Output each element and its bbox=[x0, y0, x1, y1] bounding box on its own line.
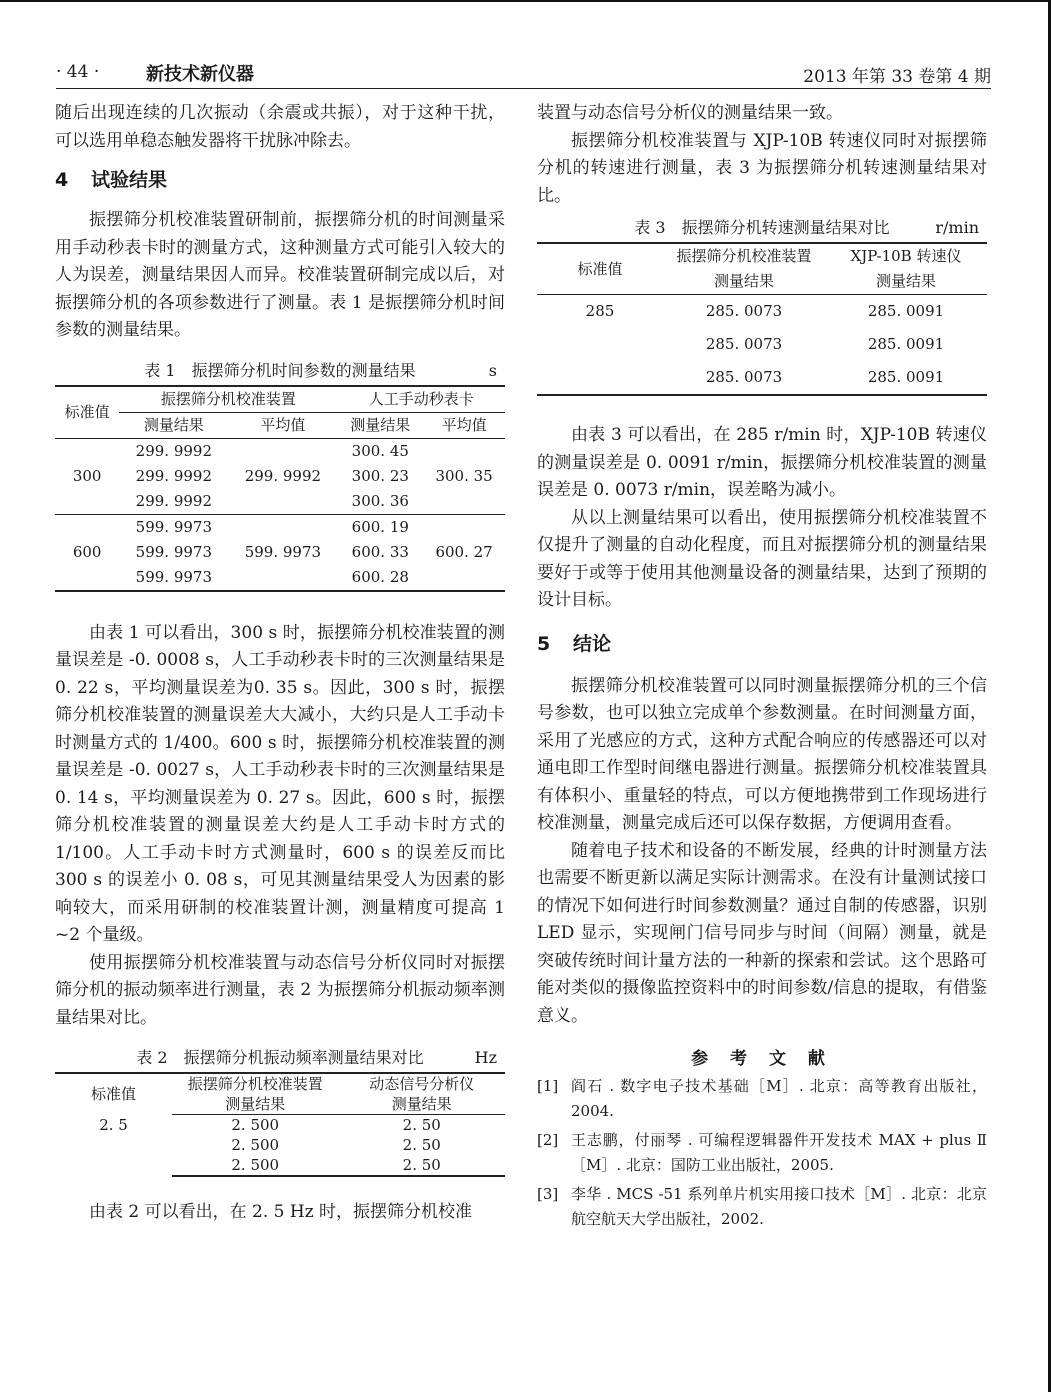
time-measurement-table bbox=[55, 385, 505, 592]
header-rule bbox=[56, 88, 991, 89]
header-cell: 振摆筛分机校准装置 bbox=[172, 1073, 339, 1094]
header-cell: 测量结果 bbox=[339, 1094, 506, 1115]
paragraph: 由表 2 可以看出，在 2. 5 Hz 时，振摆筛分机校准 bbox=[89, 1202, 473, 1222]
running-header bbox=[56, 60, 991, 88]
table-caption bbox=[537, 214, 987, 242]
header-cell: 振摆筛分机校准装置 bbox=[119, 386, 337, 413]
table-title: 振摆筛分机时间参数的测量结果 bbox=[191, 360, 416, 380]
reference-number: [3] bbox=[537, 1185, 559, 1203]
page-number: · 44 · bbox=[56, 62, 100, 82]
table-cell: 300. 45 bbox=[351, 441, 409, 460]
table-cell: 300. 23 bbox=[351, 466, 409, 485]
reference-item bbox=[537, 1074, 987, 1124]
paragraph: 从以上测量结果可以看出，使用振摆筛分机校准装置不仅提升了测量的自动化程度，而且对振摆筛分机的测量结果要好于或等于使用其他测量设备的测量结果，达到了预期的设计目标。 bbox=[537, 507, 987, 610]
paragraph: 随着电子技术和设备的不断发展，经典的计时测量方法也需要不断更新以满足实际计测需求。在没有计量测试接口的情况下如何进行时间参数测量？通过自制的传感器，识别 LED 显示，实现闸门信号同步与时间（间隔）测量，就是突破传统时间计量方法的一种新的探索和尝试。这个思路可能对类似的摄像监控资料中的时间参数/信息的提取，有借鉴意义。 bbox=[537, 840, 987, 1026]
table-cell: 599. 9973 bbox=[228, 514, 337, 591]
table-unit: s bbox=[488, 360, 497, 380]
table-cell: 285. 0073 bbox=[705, 302, 783, 320]
table-caption bbox=[55, 1044, 505, 1072]
table-title: 振摆筛分机转速测量结果对比 bbox=[681, 218, 890, 237]
table-cell: 2. 50 bbox=[339, 1155, 506, 1176]
section-title: 试验结果 bbox=[91, 169, 168, 191]
paragraph: 由表 3 可以看出，在 285 r/min 时，XJP-10B 转速仪的测量误差是 0. 0091 r/min，振摆筛分机校准装置的测量误差是 0. 0073 r/min，误差略为减小。 bbox=[537, 425, 987, 500]
table-cell: 285 bbox=[537, 295, 663, 396]
reference-item bbox=[537, 1182, 987, 1232]
table-unit: Hz bbox=[474, 1048, 497, 1067]
table-cell: 2. 50 bbox=[402, 1136, 441, 1154]
header-cell: 标准值 bbox=[55, 1073, 172, 1115]
table-cell: 299. 9992 bbox=[244, 466, 322, 485]
paragraph: 振摆筛分机校准装置与 XJP-10B 转速仪同时对振摆筛分机的转速进行测量，表 3 为振摆筛分机转速测量结果对比。 bbox=[537, 130, 987, 206]
left-column bbox=[55, 100, 505, 1227]
header-cell: 标准值 bbox=[55, 386, 119, 439]
table-cell: 285. 0073 bbox=[663, 361, 825, 395]
table-cell: 285. 0073 bbox=[705, 335, 783, 353]
table-cell: 285. 0091 bbox=[867, 335, 945, 353]
page-frame-top bbox=[0, 0, 1051, 2]
table-label: 表 2 bbox=[136, 1048, 168, 1067]
header-cell: 测量结果 bbox=[172, 1094, 339, 1115]
table-row bbox=[55, 438, 505, 464]
section-heading bbox=[537, 629, 987, 659]
header-cell: 平均值 bbox=[423, 412, 505, 438]
table-cell: 300. 36 bbox=[351, 491, 409, 510]
table-row bbox=[55, 514, 505, 540]
table-cell: 2. 50 bbox=[402, 1116, 441, 1134]
header-cell: 人工手动秒表卡 bbox=[337, 386, 505, 413]
journal-issue: 2013 年第 33 卷第 4 期 bbox=[803, 67, 991, 87]
paragraph: 使用振摆筛分机校准装置与动态信号分析仪同时对振摆筛分机的振动频率进行测量，表 2 为振摆筛分机振动频率测量结果对比。 bbox=[55, 952, 505, 1028]
table-cell: 599. 9973 bbox=[119, 565, 228, 591]
table-cell: 2. 5 bbox=[99, 1115, 128, 1134]
table-cell: 600. 28 bbox=[337, 565, 423, 591]
reference-text: 王志鹏，付丽琴 . 可编程逻辑器件开发技术 MAX + plus Ⅱ［M］. 北京：国防工业出版社，2005. bbox=[571, 1131, 987, 1174]
table-cell: 600 bbox=[55, 514, 119, 591]
header-cell: 测量结果 bbox=[825, 269, 987, 295]
table-cell: 299. 9992 bbox=[135, 441, 212, 460]
table-cell: 285. 0091 bbox=[867, 302, 945, 320]
header-cell: 振摆筛分机校准装置 bbox=[663, 243, 825, 269]
table-cell: 299. 9992 bbox=[135, 466, 212, 485]
journal-section: 新技术新仪器 bbox=[146, 64, 254, 85]
table-cell: 600. 27 bbox=[423, 514, 505, 591]
right-column bbox=[537, 100, 987, 1236]
table-cell: 285. 0091 bbox=[825, 361, 987, 395]
header-cell: 标准值 bbox=[537, 243, 663, 295]
table-row bbox=[537, 295, 987, 329]
table-cell: 299. 9992 bbox=[135, 491, 212, 510]
section-number: 4 bbox=[55, 169, 69, 191]
table-label: 表 1 bbox=[144, 360, 176, 380]
references-heading: 参 考 文 献 bbox=[691, 1049, 833, 1069]
vibration-frequency-table bbox=[55, 1072, 505, 1177]
table-cell: 2. 500 bbox=[231, 1136, 280, 1154]
table-row bbox=[55, 1115, 505, 1136]
table-title: 振摆筛分机振动频率测量结果对比 bbox=[183, 1048, 424, 1067]
paragraph: 振摆筛分机校准装置可以同时测量振摆筛分机的三个信号参数，也可以独立完成单个参数测量。在时间测量方面，采用了光感应的方式，这种方式配合响应的传感器还可以对通电即工作型时间继电器进行测量。振摆筛分机校准装置具有体积小、重量轻的特点，可以方便地携带到工作现场进行校准测量，测量完成后还可以保存数据，方便调用查看。 bbox=[537, 675, 987, 833]
table-caption bbox=[55, 357, 505, 385]
header-cell: 平均值 bbox=[228, 412, 337, 438]
table-cell: 599. 9973 bbox=[119, 514, 228, 540]
reference-text: 李华 . MCS -51 系列单片机实用接口技术［M］. 北京：北京航空航天大学出版社，2002. bbox=[571, 1185, 987, 1228]
paragraph: 装置与动态信号分析仪的测量结果一致。 bbox=[537, 103, 843, 123]
table-cell: 2. 500 bbox=[172, 1155, 339, 1176]
reference-number: [2] bbox=[537, 1131, 559, 1149]
table-cell: 599. 9973 bbox=[135, 542, 212, 561]
header-cell: 测量结果 bbox=[337, 412, 423, 438]
paragraph: 随后出现连续的几次振动（余震或共振），对于这种干扰，可以选用单稳态触发器将干扰脉冲除去。 bbox=[55, 103, 505, 151]
paragraph: 由表 1 可以看出，300 s 时，振摆筛分机校准装置的测量误差是 -0. 0008 s，人工手动秒表卡时的三次测量结果是0. 22 s，平均测量误差为0. 35 s。因此，300 s 时，振摆筛分机校准装置的测量误差大大减小，大约只是人工手动卡时测量方式的 1/400。600 s 时，振摆筛分机校准装置的测量误差是 -0. 0027 s，人工手动秒表卡时的三次测量结果是 0. 14 s，平均测量误差为 0. 27 s。因此，600 s 时，振摆筛分机校准装置的测量误差大约是人工手动卡时方式的 1/100。人工手动卡时方式测量时，600 s 的误差反而比 300 s 的误差小 0. 08 s，可见其测量结果受人为因素的影响较大，而采用研制的校准装置计测，测量精度可提高 1 ~2 个量级。 bbox=[55, 622, 505, 945]
header-cell: XJP-10B 转速仪 bbox=[825, 243, 987, 269]
header-cell: 测量结果 bbox=[119, 412, 228, 438]
table-label: 表 3 bbox=[634, 218, 666, 237]
table-cell: 300. 35 bbox=[435, 466, 493, 485]
header-cell: 测量结果 bbox=[663, 269, 825, 295]
paragraph: 振摆筛分机校准装置研制前，振摆筛分机的时间测量采用手动秒表卡时的测量方式，这种测量方式可能引入较大的人为误差，测量结果因人而异。校准装置研制完成以后，对振摆筛分机的各项参数进行了测量。表 1 是振摆筛分机时间参数的测量结果。 bbox=[55, 210, 505, 340]
table-cell: 2. 500 bbox=[231, 1116, 280, 1134]
section-number: 5 bbox=[537, 632, 551, 655]
rotation-speed-table bbox=[537, 242, 987, 396]
section-title: 结论 bbox=[573, 632, 612, 655]
section-heading bbox=[55, 165, 505, 195]
table-cell: 600. 19 bbox=[337, 514, 423, 540]
reference-item bbox=[537, 1128, 987, 1178]
table-unit: r/min bbox=[935, 218, 979, 237]
reference-number: [1] bbox=[537, 1077, 559, 1095]
table-cell: 300 bbox=[72, 466, 102, 485]
table-cell: 600. 33 bbox=[351, 542, 409, 561]
header-cell: 动态信号分析仪 bbox=[339, 1073, 506, 1094]
reference-text: 阎石 . 数字电子技术基础［M］. 北京：高等教育出版社，2004. bbox=[571, 1077, 987, 1120]
